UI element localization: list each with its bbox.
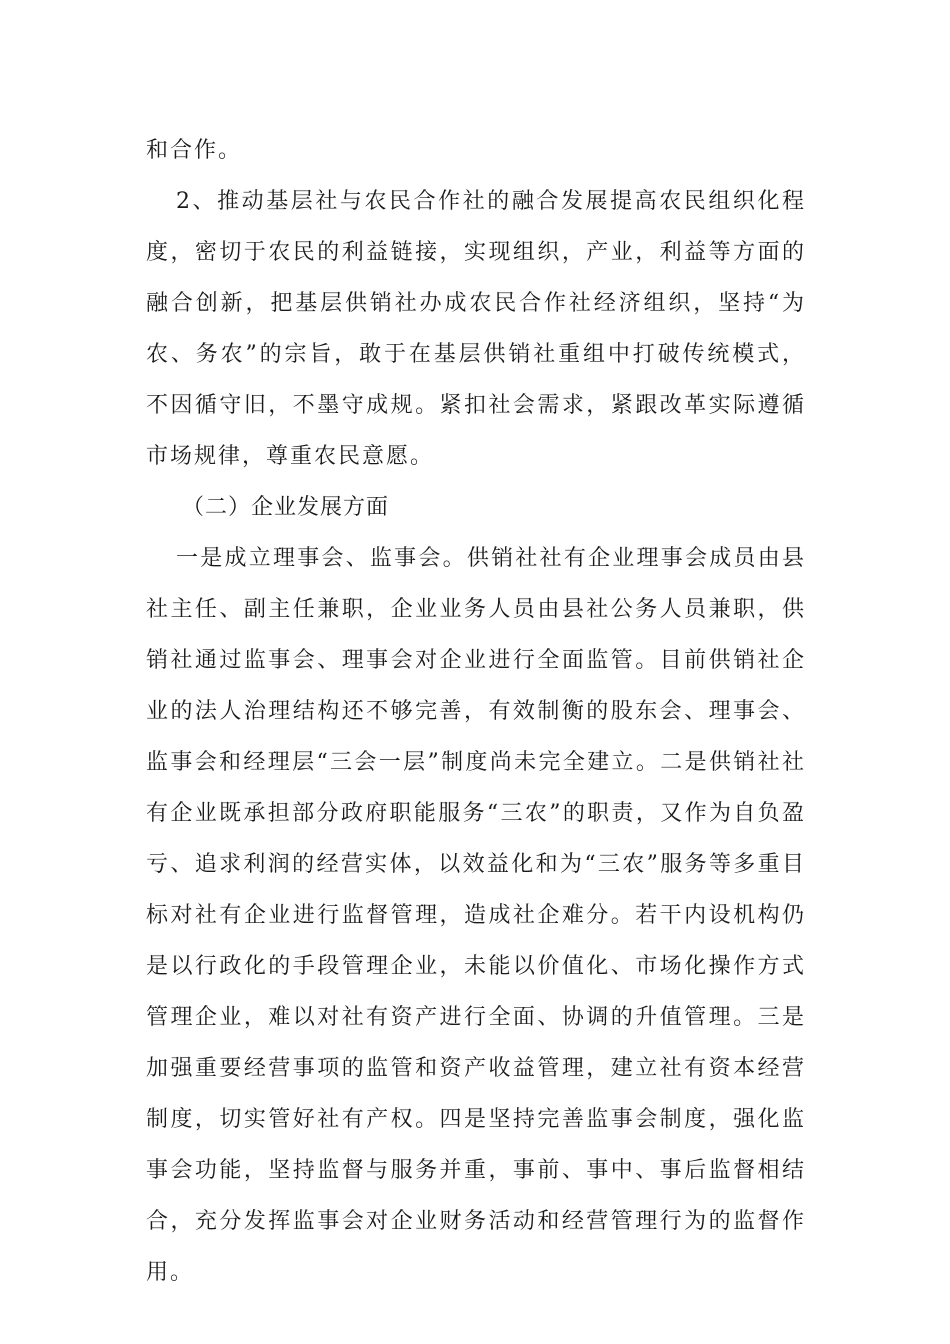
document-body (146, 125, 806, 1298)
paragraph-item-2: 2、推动基层社与农民合作社的融合发展提高农民组织化程度，密切于农民的利益链接，实现组织，产业，利益等方面的融合创新，把基层供销社办成农民合作社经济组织，坚持“为农、务农”的宗旨，敢于在基层供销社重组中打破传统模式，不因循守旧，不墨守成规。紧扣社会需求，紧跟改革实际遵循市场规律，尊重农民意愿。 (146, 189, 806, 469)
paragraph-continuation: 和合作。 (146, 138, 243, 163)
section-heading-enterprise-development: （二）企业发展方面 (182, 495, 390, 520)
paragraph-enterprise-development: 一是成立理事会、监事会。供销社社有企业理事会成员由县社主任、副主任兼职，企业业务人员由县社公务人员兼职，供销社通过监事会、理事会对企业进行全面监管。目前供销社企业的法人治理结构还不够完善，有效制衡的股东会、理事会、监事会和经理层“三会一层”制度尚未完全建立。二是供销社社有企业既承担部分政府职能服务“三农”的职责，又作为自负盈亏、追求利润的经营实体，以效益化和为“三农”服务等多重目标对社有企业进行监督管理，造成社企难分。若干内设机构仍是以行政化的手段管理企业，未能以价值化、市场化操作方式管理企业，难以对社有资产进行全面、协调的升值管理。三是加强重要经营事项的监管和资产收益管理，建立社有资本经营制度，切实管好社有产权。四是坚持完善监事会制度，强化监事会功能，坚持监督与服务并重，事前、事中、事后监督相结合，充分发挥监事会对企业财务活动和经营管理行为的监督作用。 (146, 546, 806, 1285)
